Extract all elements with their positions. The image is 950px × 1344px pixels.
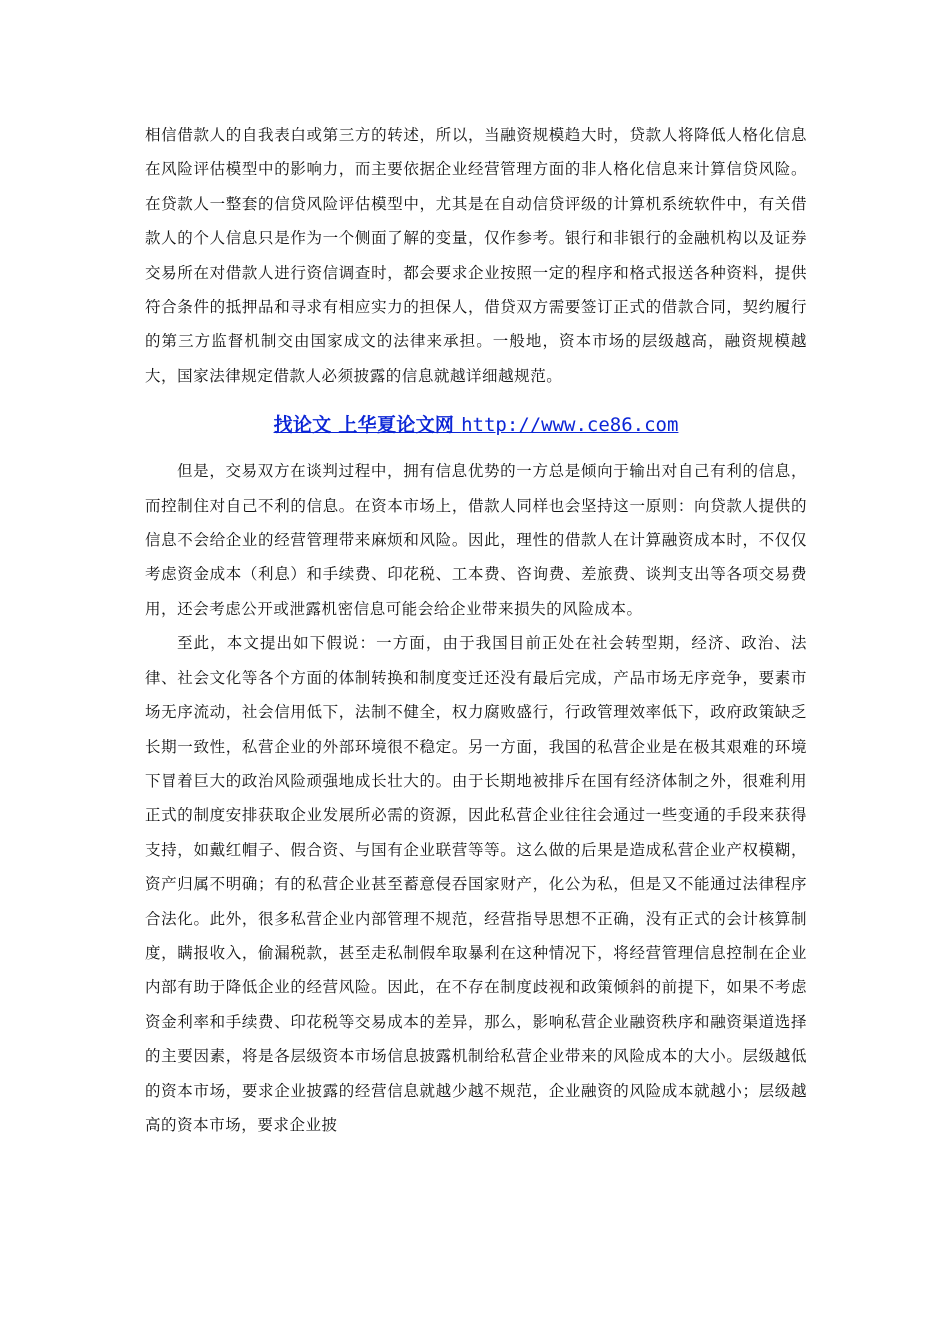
paragraph-continued: 相信借款人的自我表白或第三方的转述，所以，当融资规模趋大时，贷款人将降低人格化信息在风险评估模型中的影响力，而主要依据企业经营管理方面的非人格化信息来计算信贷风险。在贷款人一整套的信贷风险评估模型中，尤其是在自动信贷评级的计算机系统软件中，有关借款人的个人信息只是作为一个侧面了解的变量，仅作参考。银行和非银行的金融机构以及证券交易所在对借款人进行资信调查时，都会要求企业按照一定的程序和格式报送各种资料，提供符合条件的抵押品和寻求有相应实力的担保人，借贷双方需要签订正式的借款合同，契约履行的第三方监督机制交由国家成文的法律来承担。一般地，资本市场的层级越高，融资规模越大，国家法律规定借款人必须披露的信息就越详细越规范。 xyxy=(145,126,807,385)
site-link-url: http://www.ce86.com xyxy=(461,414,679,437)
site-link-line xyxy=(145,393,807,454)
paragraph-hypothesis: 至此，本文提出如下假说：一方面，由于我国目前正处在社会转型期，经济、政治、法律、社会文化等各个方面的体制转换和制度变迁还没有最后完成，产品市场无序竞争，要素市场无序流动，社会信用低下，法制不健全，权力腐败盛行，行政管理效率低下，政府政策缺乏长期一致性，私营企业的外部环境很不稳定。另一方面，我国的私营企业是在极其艰难的环境下冒着巨大的政治风险顽强地成长壮大的。由于长期地被排斥在国有经济体制之外，很难利用正式的制度安排获取企业发展所必需的资源，因此私营企业往往会通过一些变通的手段来获得支持，如戴红帽子、假合资、与国有企业联营等等。这么做的后果是造成私营企业产权模糊，资产归属不明确；有的私营企业甚至蓄意侵吞国家财产，化公为私，但是又不能通过法律程序合法化。此外，很多私营企业内部管理不规范，经营指导思想不正确，没有正式的会计核算制度，瞒报收入，偷漏税款，甚至走私制假牟取暴利在这种情况下，将经营管理信息控制在企业内部有助于降低企业的经营风险。因此，在不存在制度歧视和政策倾斜的前提下，如果不考虑资金利率和手续费、印花税等交易成本的差异，那么，影响私营企业融资秩序和融资渠道选择的主要因素，将是各层级资本市场信息披露机制给私营企业带来的风险成本的大小。层级越低的资本市场，要求企业披露的经营信息就越少越不规范，企业融资的风险成本就越小；层级越高的资本市场，要求企业披 xyxy=(145,634,807,1134)
site-link-text: 找论文 上华夏论文网 xyxy=(273,414,462,437)
paragraph-information-advantage: 但是，交易双方在谈判过程中，拥有信息优势的一方总是倾向于输出对自己有利的信息，而控制住对自己不利的信息。在资本市场上，借款人同样也会坚持这一原则：向贷款人提供的信息不会给企业的经营管理带来麻烦和风险。因此，理性的借款人在计算融资成本时，不仅仅考虑资金成本（利息）和手续费、印花税、工本费、咨询费、差旅费、谈判支出等各项交易费用，还会考虑公开或泄露机密信息可能会给企业带来损失的风险成本。 xyxy=(145,462,807,618)
site-link[interactable] xyxy=(274,410,679,437)
document-page xyxy=(145,118,807,1142)
